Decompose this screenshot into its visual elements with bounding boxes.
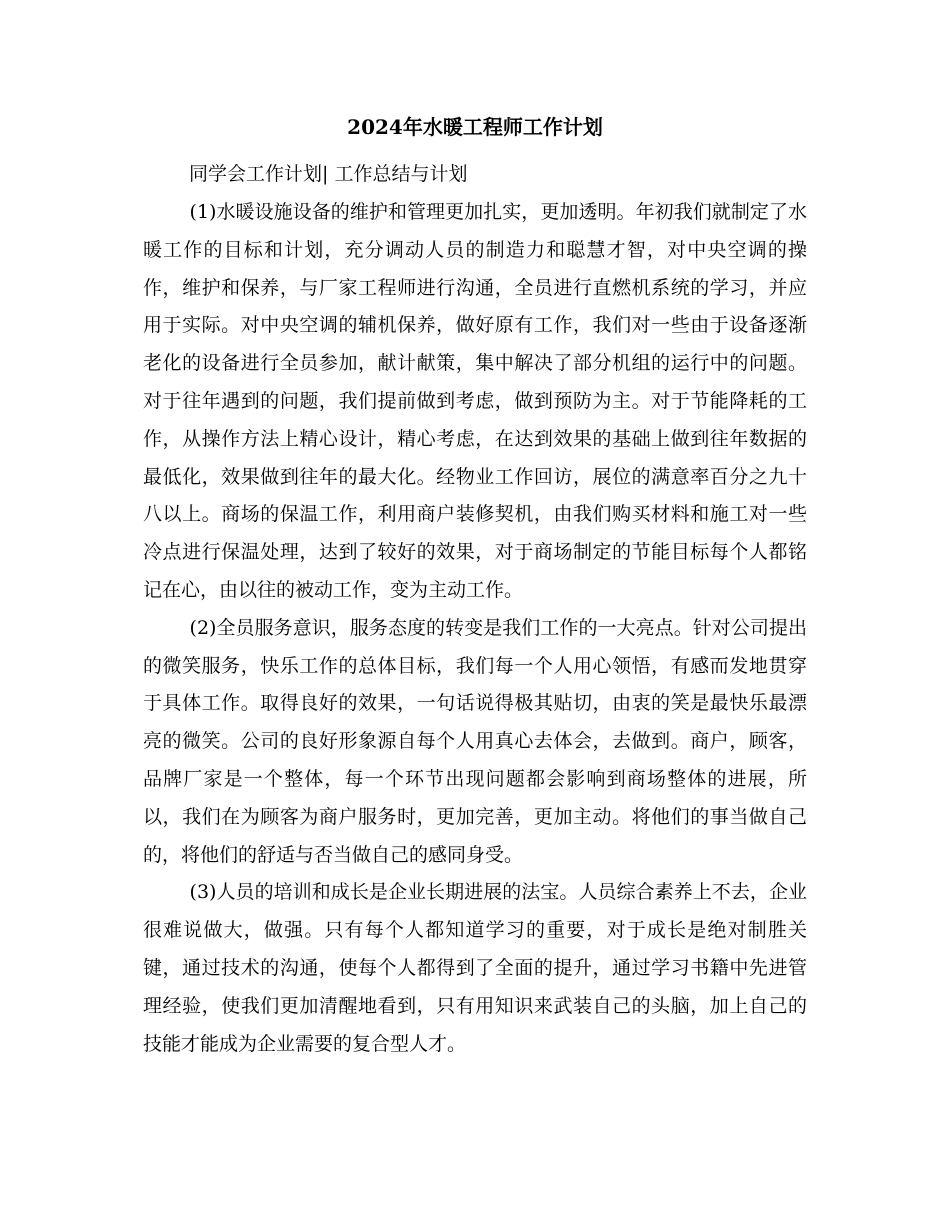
paragraph-2: (2)全员服务意识，服务态度的转变是我们工作的一大亮点。针对公司提出的微笑服务，快乐工作的总体目标，我们每一个人用心领悟，有感而发地贯穿于具体工作。取得良好的效果，一句话说得极其贴切，由衷的笑是最快乐最漂亮的微笑。公司的良好形象源自每个人用真心去体会，去做到。商户，顾客，品牌厂家是一个整体，每一个环节出现问题都会影响到商场整体的进展，所以，我们在为顾客为商户服务时，更加完善，更加主动。将他们的事当做自己的，将他们的舒适与否当做自己的感同身受。 [143,616,807,866]
paragraph-3: (3)人员的培训和成长是企业长期进展的法宝。人员综合素养上不去，企业很难说做大，做强。只有每个人都知道学习的重要，对于成长是绝对制胜关键，通过技术的沟通，使每个人都得到了全面的提升，通过学习书籍中先进管理经验，使我们更加清醒地看到，只有用知识来武装自己的头脑，加上自己的技能才能成为企业需要的复合型人才。 [143,881,807,1055]
document-body [143,194,807,1063]
paragraph-1: (1)水暖设施设备的维护和管理更加扎实，更加透明。年初我们就制定了水暖工作的目标和计划，充分调动人员的制造力和聪慧才智，对中央空调的操作，维护和保养，与厂家工程师进行沟通，全员进行直燃机系统的学习，并应用于实际。对中央空调的辅机保养，做好原有工作，我们对一些由于设备逐渐老化的设备进行全员参加，献计献策，集中解决了部分机组的运行中的问题。对于往年遇到的问题，我们提前做到考虑，做到预防为主。对于节能降耗的工作，从操作方法上精心设计，精心考虑，在达到效果的基础上做到往年数据的最低化，效果做到往年的最大化。经物业工作回访，展位的满意率百分之九十八以上。商场的保温工作，利用商户装修契机，由我们购买材料和施工对一些冷点进行保温处理，达到了较好的效果，对于商场制定的节能目标每个人都铭记在心，由以往的被动工作，变为主动工作。 [143,201,807,601]
document-title: 2024年水暖工程师工作计划 [347,115,603,139]
document-subtitle: 同学会工作计划| 工作总结与计划 [189,163,468,185]
